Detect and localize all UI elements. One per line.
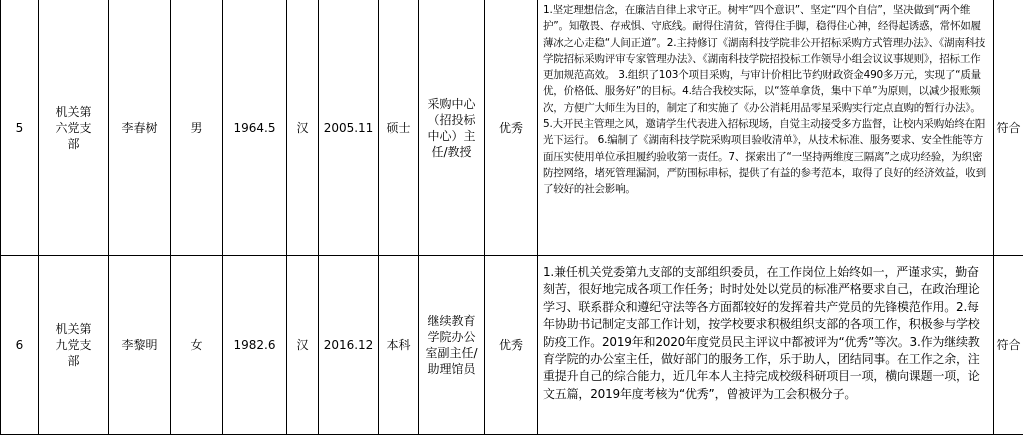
- ethnicity: 汉: [287, 256, 319, 435]
- performance-text: 1.兼任机关党委第九支部的支部组织委员，在工作岗位上始终如一，严谨求实，勤奋刻苦，很好地完成各项工作任务；时时处处以党员的标准严格要求自己，在政治理论学习、联系群众和遵纪守法等各方面都较好的发挥着共产党员的先锋模范作用。2.每年协助书记制定支部工作计划，按学校要求积极组织支部的各项工作，积极参与学校防疫工作。2019年和2020年度党员民主评议中都被评为“优秀”等次。3.作为继续教育学院的办公室主任，做好部门的服务工作，乐于助人，团结同事。在工作之余，注重提升自己的综合能力，近几年本人主持完成校级科研项目一项，横向课题一项，论文五篇，2019年度考核为“优秀”，曾被评为工会积极分子。: [538, 256, 994, 435]
- party-join-date: 2005.11: [319, 0, 379, 256]
- education: 本科: [379, 256, 419, 435]
- party-branch: 机关第六党支部: [39, 0, 109, 256]
- person-name: 李春树: [109, 0, 171, 256]
- table-row: [1, 256, 1023, 435]
- gender: 男: [171, 0, 223, 256]
- rating: 优秀: [485, 256, 538, 435]
- birth-date: 1964.5: [223, 0, 287, 256]
- conclusion: 符合: [994, 0, 1023, 256]
- performance-text: 1.坚定理想信念，在廉洁自律上求守正。树牢“四个意识”、坚定“四个自信”，坚决做到“两个维护”。知敬畏、存戒惧、守底线。耐得住清贫，管得住手脚，稳得住心神，经得起诱惑，常怀如履薄冰之心走稳“人间正道”。2.主持修订《湖南科技学院非公开招标采购方式管理办法》、《湖南科技学院招标采购评审专家管理办法》、《湖南科技学院招投标工作领导小组会议议事规则》，招标工作更加规范高效。 3.组织了103个项目采购，与审计价相比节约财政资金490多万元，实现了“质量优，价格低、服务好”的目标。4.结合我校实际，以“签单拿货，集中下单”为原则，以减少报账频次，方便广大师生为目的，制定了和实施了《办公消耗用品零星采购实行定点直购的暂行办法》。5.大开民主管理之风，邀请学生代表进入招标现场，自觉主动接受多方监督，让校内采购始终在阳光下运行。 6.编制了《湖南科技学院采购项目验收清单》，从技术标准、服务要求、安全性能等方面压实使用单位承担履约验收第一责任。7、探索出了“一坚持两维度三隔离”之成功经验，为织密防控网络，堵死管理漏洞，严防围标串标，提供了有益的参考范本，取得了良好的经济效益，收到了较好的社会影响。: [538, 0, 994, 256]
- birth-date: 1982.6: [223, 256, 287, 435]
- party-join-date: 2016.12: [319, 256, 379, 435]
- education: 硕士: [379, 0, 419, 256]
- position-title: 采购中心（招投标中心）主任/教授: [419, 0, 485, 256]
- person-name: 李黎明: [109, 256, 171, 435]
- position-title: 继续教育学院办公室副主任/助理馆员: [419, 256, 485, 435]
- rating: 优秀: [485, 0, 538, 256]
- gender: 女: [171, 256, 223, 435]
- row-index: 6: [1, 256, 39, 435]
- table-row: [1, 0, 1023, 256]
- row-index: 5: [1, 0, 39, 256]
- conclusion: 符合: [994, 256, 1023, 435]
- party-branch: 机关第九党支部: [39, 256, 109, 435]
- ethnicity: 汉: [287, 0, 319, 256]
